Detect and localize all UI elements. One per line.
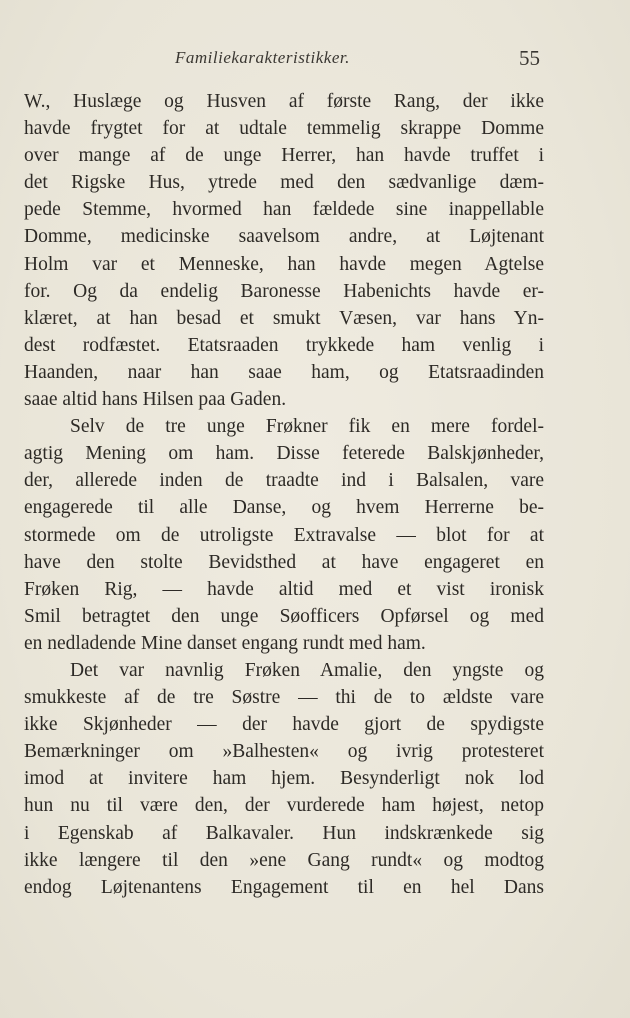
text-line: Det var navnlig Frøken Amalie, den yngste og bbox=[70, 659, 544, 681]
text-line: Holm var et Menneske, han havde megen Agtelse bbox=[24, 253, 544, 275]
text-line: det Rigske Hus, ytrede med den sædvanlige dæm- bbox=[24, 172, 544, 194]
text-line: imod at invitere ham hjem. Besynderligt nok lod bbox=[24, 768, 544, 790]
text-line: i Egenskab af Balkavaler. Hun indskrænkede sig bbox=[24, 822, 544, 844]
text-line: hun nu til være den, der vurderede ham højest, netop bbox=[24, 795, 544, 817]
text-line: ikke Skjønheder — der havde gjort de spydigste bbox=[24, 714, 544, 736]
text-line: Bemærkninger om »Balhesten« og ivrig protesteret bbox=[24, 741, 544, 763]
text-line: engagerede til alle Danse, og hvem Herrerne be- bbox=[24, 497, 544, 519]
body-text bbox=[24, 88, 544, 901]
text-line: smukkeste af de tre Søstre — thi de to ældste vare bbox=[24, 687, 544, 709]
running-title: Familiekarakteristikker. bbox=[175, 48, 350, 67]
text-line: agtig Mening om ham. Disse feterede Balskjønheder, bbox=[24, 443, 544, 465]
text-line: Domme, medicinske saavelsom andre, at Løjtenant bbox=[24, 226, 544, 248]
text-line: dest rodfæstet. Etatsraaden trykkede ham venlig i bbox=[24, 334, 544, 356]
text-line: Haanden, naar han saae ham, og Etatsraadinden bbox=[24, 361, 544, 383]
page-header bbox=[0, 46, 630, 74]
text-line: havde frygtet for at udtale temmelig skrappe Domme bbox=[24, 118, 544, 140]
page-number: 55 bbox=[519, 46, 540, 70]
text-line: ikke længere til den »ene Gang rundt« og modtog bbox=[24, 849, 544, 871]
text-line: Smil betragtet den unge Søofficers Opførsel og med bbox=[24, 605, 544, 627]
text-line: over mange af de unge Herrer, han havde truffet i bbox=[24, 145, 544, 167]
text-line: Frøken Rig, — havde altid med et vist ironisk bbox=[24, 578, 544, 600]
text-line: Selv de tre unge Frøkner fik en mere fordel- bbox=[70, 416, 544, 438]
text-line: pede Stemme, hvormed han fældede sine inappellable bbox=[24, 199, 544, 221]
text-line: saae altid hans Hilsen paa Gaden. bbox=[24, 389, 287, 411]
text-line: endog Løjtenantens Engagement til en hel Dans bbox=[24, 876, 544, 898]
text-line: for. Og da endelig Baronesse Habenichts havde er- bbox=[24, 280, 544, 302]
text-line: der, allerede inden de traadte ind i Balsalen, vare bbox=[24, 470, 544, 492]
text-line: W., Huslæge og Husven af første Rang, der ikke bbox=[24, 91, 544, 112]
text-line: stormede om de utroligste Extravalse — blot for at bbox=[24, 524, 544, 546]
text-line: en nedladende Mine danset engang rundt med ham. bbox=[24, 632, 426, 654]
text-line: have den stolte Bevidsthed at have engageret en bbox=[24, 551, 544, 573]
text-line: klæret, at han besad et smukt Væsen, var hans Yn- bbox=[24, 307, 544, 329]
